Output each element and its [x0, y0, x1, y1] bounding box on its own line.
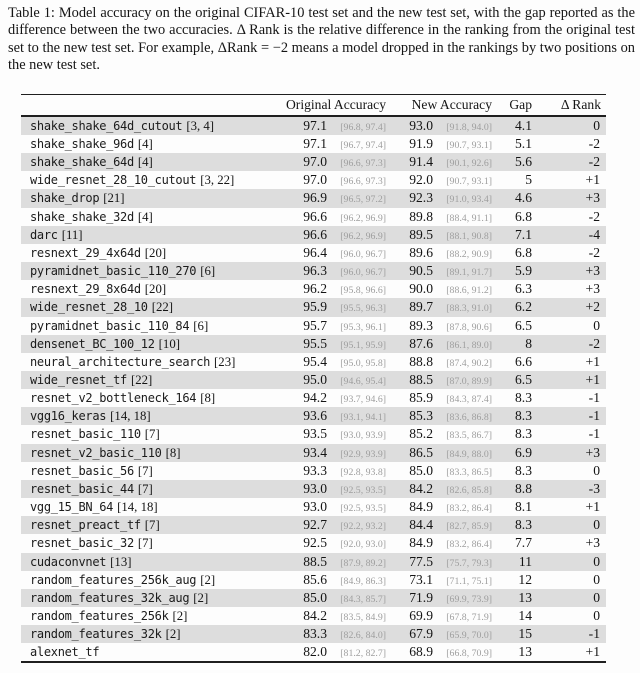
new-accuracy-cell: 84.9 — [409, 499, 433, 515]
citation-ref: [21] — [103, 191, 125, 206]
original-accuracy-cell: 97.0 — [303, 172, 327, 188]
model-id: wide_resnet_28_10_cutout — [30, 173, 197, 188]
delta-rank-cell: +1 — [585, 353, 600, 369]
table-row — [21, 444, 606, 462]
original-accuracy-cell: 97.1 — [303, 117, 327, 133]
table-body — [21, 117, 606, 662]
model-id: cudaconvnet — [30, 554, 107, 569]
gap-cell: 5.9 — [515, 263, 532, 279]
original-accuracy-ci: [95.3, 96.1] — [340, 321, 386, 333]
model-id: resnet_v2_basic_110 — [30, 445, 162, 460]
original-accuracy-cell: 97.1 — [303, 135, 327, 151]
new-accuracy-ci: [91.0, 93.4] — [446, 194, 492, 206]
citation-ref: [20] — [144, 282, 167, 297]
citation-ref: [11] — [61, 227, 83, 242]
table-row — [21, 353, 606, 371]
table-row — [21, 571, 606, 589]
delta-rank-cell: +1 — [585, 172, 600, 188]
model-id: shake_shake_64d_cutout — [30, 118, 183, 133]
gap-cell: 6.3 — [515, 281, 532, 297]
citation-ref: [2] — [200, 572, 216, 587]
original-accuracy-ci: [96.0, 96.7] — [340, 267, 386, 279]
delta-rank-cell: -1 — [588, 426, 600, 442]
gap-cell: 11 — [518, 553, 532, 569]
original-accuracy-ci: [96.5, 97.2] — [340, 194, 386, 206]
delta-rank-cell: +3 — [585, 281, 600, 297]
delta-rank-cell: -3 — [588, 480, 600, 496]
new-accuracy-cell: 87.6 — [409, 335, 433, 351]
new-accuracy-cell: 88.5 — [409, 371, 433, 387]
delta-rank-cell: +3 — [585, 444, 600, 460]
new-accuracy-ci: [90.7, 93.1] — [446, 176, 492, 188]
original-accuracy-cell: 93.6 — [303, 408, 327, 424]
original-accuracy-ci: [87.9, 89.2] — [340, 557, 386, 569]
citation-ref: [7] — [144, 518, 160, 533]
gap-cell: 7.1 — [515, 226, 532, 242]
new-accuracy-ci: [88.4, 91.1] — [446, 212, 492, 224]
gap-cell: 15 — [518, 626, 532, 642]
citation-ref: [20] — [144, 245, 167, 260]
gap-cell: 8.3 — [515, 390, 532, 406]
model-id: wide_resnet_tf — [30, 372, 127, 387]
new-accuracy-ci: [75.7, 79.3] — [446, 557, 492, 569]
original-accuracy-cell: 88.5 — [303, 553, 327, 569]
original-accuracy-cell: 95.0 — [303, 371, 327, 387]
citation-ref: [6] — [200, 264, 216, 279]
gap-cell: 13 — [518, 589, 532, 605]
citation-ref: [6] — [193, 318, 209, 333]
original-accuracy-ci: [92.8, 93.8] — [340, 466, 386, 478]
model-name-cell — [21, 643, 255, 665]
table-row — [21, 335, 606, 353]
new-accuracy-ci: [87.0, 89.9] — [446, 375, 492, 387]
citation-ref: [7] — [137, 481, 153, 496]
model-id: shake_shake_96d — [30, 136, 134, 151]
original-accuracy-ci: [82.6, 84.0] — [340, 630, 386, 642]
header-gap: Gap — [509, 97, 532, 113]
original-accuracy-ci: [94.6, 95.4] — [340, 375, 386, 387]
new-accuracy-cell: 84.9 — [409, 535, 433, 551]
original-accuracy-cell: 92.7 — [303, 517, 327, 533]
original-accuracy-cell: 95.4 — [303, 353, 327, 369]
model-id: wide_resnet_28_10 — [30, 300, 148, 315]
model-id: pyramidnet_basic_110_270 — [30, 264, 197, 279]
original-accuracy-cell: 96.6 — [303, 226, 327, 242]
original-accuracy-cell: 96.9 — [303, 190, 327, 206]
new-accuracy-cell: 77.5 — [409, 553, 433, 569]
table-row — [21, 462, 606, 480]
original-accuracy-ci: [92.0, 93.0] — [340, 539, 386, 551]
new-accuracy-ci: [87.8, 90.6] — [446, 321, 492, 333]
original-accuracy-ci: [84.9, 86.3] — [340, 575, 386, 587]
original-accuracy-cell: 93.0 — [303, 499, 327, 515]
new-accuracy-cell: 91.9 — [409, 135, 433, 151]
citation-ref: [3, 22] — [200, 173, 235, 188]
delta-rank-cell: +1 — [585, 644, 600, 660]
gap-cell: 5.1 — [515, 135, 532, 151]
new-accuracy-ci: [88.1, 90.8] — [446, 230, 492, 242]
original-accuracy-ci: [92.5, 93.5] — [340, 503, 386, 515]
table-row — [21, 480, 606, 498]
new-accuracy-ci: [90.1, 92.6] — [446, 158, 492, 170]
original-accuracy-cell: 83.3 — [303, 626, 327, 642]
gap-cell: 6.8 — [515, 244, 532, 260]
gap-cell: 8.3 — [515, 426, 532, 442]
citation-ref: [8] — [200, 391, 216, 406]
accuracy-table — [21, 94, 606, 663]
original-accuracy-cell: 94.2 — [303, 390, 327, 406]
new-accuracy-ci: [88.3, 91.0] — [446, 303, 492, 315]
model-id: random_features_32k_aug — [30, 590, 190, 605]
table-caption: Table 1: Model accuracy on the original CIFAR-10 test set and the new test set, with the gap reported as the difference between the two accuracies. Δ Rank is the relative difference in the ranking from the original test set to the new test set. For example, ΔRank = −2 means a model dropped in the rankings by two positions on the new test set. — [8, 5, 635, 74]
citation-ref: [7] — [137, 463, 153, 478]
model-id: pyramidnet_basic_110_84 — [30, 318, 190, 333]
delta-rank-cell: 0 — [593, 608, 600, 623]
citation-ref: [8] — [165, 445, 181, 460]
gap-cell: 4.6 — [515, 190, 532, 206]
gap-cell: 8.3 — [515, 517, 532, 533]
delta-rank-cell: -1 — [588, 390, 600, 406]
table-row — [21, 425, 606, 443]
model-id: random_features_32k — [30, 627, 162, 642]
original-accuracy-cell: 93.3 — [303, 462, 327, 478]
new-accuracy-ci: [84.9, 88.0] — [446, 448, 492, 460]
citation-ref: [2] — [172, 609, 188, 623]
delta-rank-cell: 0 — [593, 571, 600, 587]
new-accuracy-cell: 84.2 — [409, 480, 433, 496]
new-accuracy-ci: [88.2, 90.9] — [446, 248, 492, 260]
original-accuracy-ci: [95.1, 95.9] — [340, 339, 386, 351]
new-accuracy-cell: 84.4 — [409, 517, 433, 533]
delta-rank-cell: +2 — [585, 299, 600, 315]
delta-rank-cell: -2 — [588, 208, 600, 224]
new-accuracy-cell: 69.9 — [409, 608, 433, 623]
citation-ref: [4] — [137, 209, 153, 224]
table-row — [21, 317, 606, 335]
delta-rank-cell: 0 — [593, 117, 600, 133]
original-accuracy-ci: [92.9, 93.9] — [340, 448, 386, 460]
model-id: resnet_basic_110 — [30, 427, 141, 442]
new-accuracy-ci: [82.6, 85.8] — [446, 484, 492, 496]
gap-cell: 8.1 — [515, 499, 532, 515]
original-accuracy-cell: 95.5 — [303, 335, 327, 351]
delta-rank-cell: 0 — [593, 517, 600, 533]
table-row — [21, 298, 606, 316]
citation-ref: [14, 18] — [117, 500, 158, 515]
table-row — [21, 226, 606, 244]
model-id: resnext_29_4x64d — [30, 245, 141, 260]
table-row — [21, 589, 606, 607]
model-id: shake_shake_32d — [30, 209, 134, 224]
new-accuracy-cell: 67.9 — [409, 626, 433, 642]
new-accuracy-cell: 92.0 — [409, 172, 433, 188]
model-id: random_features_256k — [30, 609, 169, 623]
citation-ref: [23] — [214, 354, 236, 369]
table-header-row — [21, 95, 606, 115]
gap-cell: 8.3 — [515, 408, 532, 424]
gap-cell: 8.8 — [515, 480, 532, 496]
new-accuracy-cell: 88.8 — [409, 353, 433, 369]
citation-ref: [3, 4] — [186, 118, 215, 133]
new-accuracy-ci: [84.3, 87.4] — [446, 394, 492, 406]
model-id: resnet_basic_32 — [30, 536, 134, 551]
original-accuracy-ci: [96.6, 97.3] — [340, 176, 386, 188]
table-row — [21, 153, 606, 171]
original-accuracy-cell: 95.9 — [303, 299, 327, 315]
new-accuracy-ci: [83.3, 86.5] — [446, 466, 492, 478]
delta-rank-cell: -2 — [588, 244, 600, 260]
new-accuracy-ci: [65.9, 70.0] — [446, 630, 492, 642]
gap-cell: 6.8 — [515, 208, 532, 224]
table-row — [21, 280, 606, 298]
delta-rank-cell: +3 — [585, 263, 600, 279]
gap-cell: 6.6 — [515, 353, 532, 369]
gap-cell: 8.3 — [515, 462, 532, 478]
model-id: resnet_basic_56 — [30, 463, 134, 478]
table-row — [21, 407, 606, 425]
model-id: resnet_basic_44 — [30, 481, 134, 496]
new-accuracy-cell: 89.3 — [409, 317, 433, 333]
new-accuracy-cell: 73.1 — [409, 571, 433, 587]
table-row — [21, 498, 606, 516]
header-new-accuracy: New Accuracy — [411, 97, 492, 113]
new-accuracy-cell: 90.0 — [409, 281, 433, 297]
citation-ref: [4] — [137, 136, 153, 151]
table-row — [21, 171, 606, 189]
citation-ref: [4] — [137, 155, 153, 170]
new-accuracy-cell: 92.3 — [409, 190, 433, 206]
delta-rank-cell: 0 — [593, 589, 600, 605]
gap-cell: 5 — [525, 172, 532, 188]
gap-cell: 12 — [518, 571, 532, 587]
new-accuracy-cell: 86.5 — [409, 444, 433, 460]
original-accuracy-cell: 95.7 — [303, 317, 327, 333]
table-row — [21, 607, 606, 625]
original-accuracy-ci: [84.3, 85.7] — [340, 593, 386, 605]
table-row — [21, 117, 606, 135]
gap-cell: 7.7 — [515, 535, 532, 551]
new-accuracy-ci: [83.2, 86.4] — [446, 503, 492, 515]
model-id: neural_architecture_search — [30, 354, 211, 369]
gap-cell: 8 — [525, 335, 532, 351]
original-accuracy-cell: 96.2 — [303, 281, 327, 297]
model-id: densenet_BC_100_12 — [30, 336, 155, 351]
model-id: shake_shake_64d — [30, 155, 134, 170]
original-accuracy-ci: [96.0, 96.7] — [340, 248, 386, 260]
table-row — [21, 208, 606, 226]
delta-rank-cell: +1 — [585, 499, 600, 515]
new-accuracy-cell: 90.5 — [409, 263, 433, 279]
new-accuracy-ci: [91.8, 94.0] — [446, 121, 492, 133]
citation-ref: [2] — [193, 590, 209, 605]
original-accuracy-ci: [96.8, 97.4] — [340, 121, 386, 133]
original-accuracy-ci: [96.2, 96.9] — [340, 212, 386, 224]
table-row — [21, 135, 606, 153]
new-accuracy-cell: 93.0 — [409, 117, 433, 133]
original-accuracy-ci: [95.0, 95.8] — [340, 357, 386, 369]
new-accuracy-ci: [71.1, 75.1] — [446, 575, 492, 587]
table-row — [21, 371, 606, 389]
citation-ref: [2] — [165, 627, 181, 642]
original-accuracy-cell: 96.6 — [303, 208, 327, 224]
original-accuracy-ci: [93.1, 94.1] — [340, 412, 386, 424]
new-accuracy-ci: [83.2, 86.4] — [446, 539, 492, 551]
new-accuracy-ci: [87.4, 90.2] — [446, 357, 492, 369]
model-id: vgg_15_BN_64 — [30, 500, 114, 515]
delta-rank-cell: +1 — [585, 371, 600, 387]
new-accuracy-cell: 85.2 — [409, 426, 433, 442]
table-row — [21, 553, 606, 571]
original-accuracy-cell: 93.0 — [303, 480, 327, 496]
table-row — [21, 389, 606, 407]
new-accuracy-ci: [82.7, 85.9] — [446, 521, 492, 533]
model-id: darc — [30, 227, 58, 242]
table-row — [21, 189, 606, 207]
gap-cell: 13 — [518, 644, 532, 660]
header-delta-rank: Δ Rank — [560, 97, 601, 113]
table-row — [21, 625, 606, 643]
new-accuracy-ci: [69.9, 73.9] — [446, 593, 492, 605]
new-accuracy-cell: 68.9 — [409, 644, 433, 660]
original-accuracy-ci: [81.2, 82.7] — [340, 648, 386, 660]
new-accuracy-cell: 85.0 — [409, 462, 433, 478]
new-accuracy-cell: 71.9 — [409, 589, 433, 605]
gap-cell: 6.5 — [515, 317, 532, 333]
new-accuracy-cell: 85.9 — [409, 390, 433, 406]
original-accuracy-cell: 93.4 — [303, 444, 327, 460]
gap-cell: 5.6 — [515, 154, 532, 170]
original-accuracy-cell: 85.0 — [303, 589, 327, 605]
original-accuracy-ci: [95.8, 96.6] — [340, 285, 386, 297]
model-id: vgg16_keras — [30, 409, 107, 424]
header-original-accuracy: Original Accuracy — [285, 97, 386, 113]
gap-cell: 6.2 — [515, 299, 532, 315]
original-accuracy-cell: 85.6 — [303, 571, 327, 587]
gap-cell: 4.1 — [515, 117, 532, 133]
delta-rank-cell: +3 — [585, 190, 600, 206]
model-id: shake_drop — [30, 191, 100, 206]
delta-rank-cell: 0 — [593, 317, 600, 333]
citation-ref: [7] — [144, 427, 160, 442]
model-id: alexnet_tf — [30, 645, 100, 660]
original-accuracy-cell: 96.4 — [303, 244, 327, 260]
original-accuracy-ci: [92.5, 93.5] — [340, 484, 386, 496]
table-row — [21, 244, 606, 262]
new-accuracy-ci: [86.1, 89.0] — [446, 339, 492, 351]
original-accuracy-ci: [83.5, 84.9] — [340, 612, 386, 623]
new-accuracy-cell: 85.3 — [409, 408, 433, 424]
original-accuracy-cell: 84.2 — [303, 608, 327, 623]
new-accuracy-ci: [67.8, 71.9] — [446, 612, 492, 623]
original-accuracy-cell: 82.0 — [303, 644, 327, 660]
gap-cell: 6.9 — [515, 444, 532, 460]
table-row — [21, 643, 606, 661]
model-id: resnext_29_8x64d — [30, 282, 141, 297]
gap-cell: 14 — [518, 608, 532, 623]
citation-ref: [13] — [110, 554, 132, 569]
citation-ref: [7] — [137, 536, 153, 551]
original-accuracy-cell: 96.3 — [303, 263, 327, 279]
original-accuracy-ci: [95.5, 96.3] — [340, 303, 386, 315]
delta-rank-cell: +3 — [585, 535, 600, 551]
model-id: resnet_preact_tf — [30, 518, 141, 533]
delta-rank-cell: -1 — [588, 408, 600, 424]
delta-rank-cell: 0 — [593, 462, 600, 478]
delta-rank-cell: -1 — [588, 626, 600, 642]
delta-rank-cell: -4 — [588, 226, 600, 242]
new-accuracy-ci: [83.6, 86.8] — [446, 412, 492, 424]
new-accuracy-cell: 89.7 — [409, 299, 433, 315]
new-accuracy-cell: 89.8 — [409, 208, 433, 224]
delta-rank-cell: -2 — [588, 154, 600, 170]
model-id: resnet_v2_bottleneck_164 — [30, 391, 197, 406]
citation-ref: [22] — [151, 300, 174, 315]
original-accuracy-ci: [96.7, 97.4] — [340, 139, 386, 151]
delta-rank-cell: -2 — [588, 135, 600, 151]
original-accuracy-ci: [92.2, 93.2] — [340, 521, 386, 533]
gap-cell: 6.5 — [515, 371, 532, 387]
delta-rank-cell: 0 — [593, 553, 600, 569]
table-row — [21, 516, 606, 534]
original-accuracy-ci: [96.2, 96.9] — [340, 230, 386, 242]
table-row — [21, 262, 606, 280]
new-accuracy-cell: 89.5 — [409, 226, 433, 242]
original-accuracy-cell: 93.5 — [303, 426, 327, 442]
citation-ref: [14, 18] — [110, 409, 151, 424]
new-accuracy-ci: [88.6, 91.2] — [446, 285, 492, 297]
original-accuracy-ci: [96.6, 97.3] — [340, 158, 386, 170]
original-accuracy-ci: [93.7, 94.6] — [340, 394, 386, 406]
new-accuracy-ci: [90.7, 93.1] — [446, 139, 492, 151]
new-accuracy-ci: [83.5, 86.7] — [446, 430, 492, 442]
original-accuracy-cell: 92.5 — [303, 535, 327, 551]
original-accuracy-ci: [93.0, 93.9] — [340, 430, 386, 442]
new-accuracy-cell: 89.6 — [409, 244, 433, 260]
table-row — [21, 534, 606, 552]
delta-rank-cell: -2 — [588, 335, 600, 351]
original-accuracy-cell: 97.0 — [303, 154, 327, 170]
new-accuracy-ci: [66.8, 70.9] — [446, 648, 492, 660]
new-accuracy-cell: 91.4 — [409, 154, 433, 170]
citation-ref: [22] — [130, 372, 153, 387]
new-accuracy-ci: [89.1, 91.7] — [446, 267, 492, 279]
citation-ref: [10] — [158, 336, 180, 351]
model-id: random_features_256k_aug — [30, 572, 197, 587]
